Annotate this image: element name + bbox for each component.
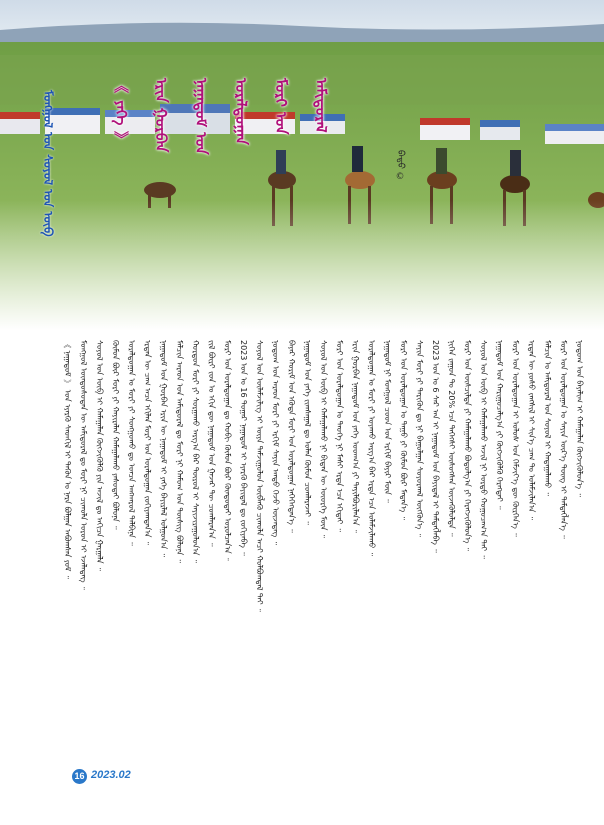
author-byline: ᠪᠠᠲᠤ © [395, 150, 405, 182]
title-line: ᠮᠣᠷᠢ ᠤᠨ [272, 78, 290, 135]
text-column: ᠮᠠᠯᠴᠢᠨ ᠤ ᠠᠮᠢᠳᠤᠷᠠᠯ ᠤᠨ ᠰᠣᠶᠣᠯ ᠢ ᠬᠠᠳᠠᠭᠠᠯᠠᠬᠤ ᠃ [543, 340, 552, 496]
section-label: ᠮᠣᠩᠭᠣᠯ ᠤᠨ ᠰᠣᠶᠣᠯ ᠤᠨ ᠥᠪ [41, 90, 55, 237]
text-column: ᠬᠦᠮᠦᠨ ᠪᠦᠷ ᠮᠣᠷᠢ ᠶᠢ ᠬᠠᠶᠢᠷᠠᠯᠠᠨ ᠬᠠᠮᠠᠭᠠᠯᠠᠬᠤ ᠶᠠᠰᠤᠲᠠᠢ ᠪᠣᠯᠤᠨᠠ ᠃ [111, 340, 120, 530]
article-body [60, 340, 600, 760]
text-column: 《 ᠨᠠᠭᠠᠳᠤᠮ 》 ᠤᠨ ᠡᠶᠡᠷᠭᠦ ᠰᠡᠳᠬᠢᠯ ᠢ ᠲᠡᠭᠦᠨ ᠤ ᠨᠡᠷᠡ ᠪᠣᠯᠭᠠᠨ ᠠᠪᠤᠭᠰᠠᠨ ᠶᠤᠮ ᠃ [63, 340, 72, 580]
text-column: ᠡᠷᠢᠨ ᠭᠤᠷᠪᠠᠨ ᠨᠠᠭᠠᠳᠤᠮ ᠤᠨ ᠶᠡᠬᠡ ᠤᠳᠬ᠎ᠠ ᠶᠢ ᠲᠠᠶᠢᠯᠪᠤᠷᠢᠯᠠᠨ᠎ᠠ ᠃ [351, 340, 360, 534]
text-column: ᠮᠣᠷᠢ ᠤᠨ ᠤᠷᠠᠯᠳᠤᠭᠠᠨ ᠤ ᠳᠠᠭᠤ ᠶᠢ ᠬᠦᠮᠦᠨ ᠪᠦᠷ ᠮᠡᠳᠡᠨ᠎ᠡ ᠃ [399, 340, 408, 521]
text-column: ᠮᠠᠯᠴᠢᠨ ᠠᠷᠠᠳ ᠤᠨ ᠠᠮᠢᠳᠤᠷᠠᠯ ᠳᠤ ᠮᠣᠷᠢ ᠨᠢ ᠬᠠᠮᠤᠭ ᠤᠨ ᠲᠦᠰᠢᠭ ᠪᠣᠯᠤᠨᠠ ᠃ [175, 340, 184, 563]
text-column: ᠰᠣᠶᠣᠯ ᠤᠨ ᠥᠪ ᠢ ᠬᠠᠮᠠᠭᠠᠯᠠᠬᠤ ᠨᠢ ᠪᠢᠳᠡᠨ ᠦ ᠦᠦᠷᠭᠡ ᠮᠥᠨ ᠃ [319, 340, 328, 539]
title-line: ᠤᠷᠠᠯᠳᠤᠭᠠᠨ [232, 78, 250, 145]
title-line: ᠡᠷᠢᠨ ᠭᠤᠷᠪᠠᠨ [152, 78, 170, 153]
text-column: ᠰᠠᠶᠢᠨ ᠮᠣᠷᠢ ᠶᠢ ᠲᠡᠷᠢᠭᠦᠨ ᠳᠤ ᠨᠢ ᠪᠠᠭᠤᠯᠭᠠᠨ ᠰᠣᠶᠣᠷᠬᠠᠯ ᠥᠭᠭᠦᠨ᠎ᠡ ᠃ [415, 340, 424, 538]
text-column: ᠮᠣᠷᠢ ᠤᠨ ᠤᠷᠠᠯᠳᠤᠭᠠᠨ ᠤ ᠰᠠᠶᠢᠨ ᠦᠷ᠎ᠡ ᠳᠦᠩ ᠢ ᠲᠡᠮᠳᠡᠭᠯᠡᠨ᠎ᠡ ᠃ [559, 340, 568, 539]
text-column: ᠨᠠᠭᠠᠳᠤᠮ ᠤᠨ ᠬᠠᠷᠢᠭᠤᠴᠠᠯᠭ᠎ᠠ ᠶᠢ ᠬᠥᠭᠵᠢᠭᠦᠯᠬᠦ ᠬᠡᠷᠡᠭᠲᠡᠢ ᠃ [495, 340, 504, 510]
text-column: ᠨᠢᠭᠡᠨ ᠵᠠᠭᠤᠨ ᠲᠤ 20% ᠡᠴᠡ ᠳᠡᠭᠡᠭᠰᠢ ᠥᠰᠦᠭᠰᠡᠨ ᠦᠵᠡᠭᠦᠯᠦᠯᠲᠡ ᠃ [447, 340, 456, 537]
text-column: ᠪᠠᠶᠠᠷ ᠬᠤᠷᠢᠮ ᠤᠨ ᠡᠭᠦᠳᠡ ᠮᠣᠷᠢ ᠤᠨ ᠤᠷᠠᠯᠳᠤᠭᠠᠨ ᠨᠡᠭᠡᠭᠡᠭᠳᠡᠨ᠎ᠡ ᠃ [287, 340, 296, 533]
text-column: ᠮᠣᠷᠢ ᠤᠨ ᠤᠷᠠᠯᠳᠤᠭᠠᠨ ᠤ ᠲᠡᠦᠬᠡ ᠨᠢ ᠮᠠᠰᠢ ᠡᠷᠲᠡ ᠡᠴᠡ ᠡᠬᠢᠲᠡᠢ ᠃ [335, 340, 344, 532]
text-column: ᠮᠣᠷᠢ ᠤᠨ ᠥᠰᠴᠢᠯᠲᠡ ᠶᠢ ᠬᠠᠮᠠᠭᠠᠯᠠᠬᠤ ᠪᠣᠳᠤᠯᠭ᠎ᠠ ᠶᠢ ᠬᠡᠷᠡᠭᠵᠢᠭᠦᠯᠦᠨ᠎ᠡ ᠃ [463, 340, 472, 552]
page-number: 16 [72, 769, 87, 784]
issue-date: 2023.02 [91, 769, 131, 781]
text-column: ᠤᠷᠠᠯᠳᠤᠭᠠᠨ ᠤ ᠮᠣᠷᠢ ᠶᠢ ᠤᠶᠠᠬᠤ ᠠᠷᠭ᠎ᠠ ᠪᠠᠷ ᠡᠷᠲᠡ ᠡᠴᠡ ᠤᠯᠠᠮᠵᠢᠯᠠᠬᠤ ᠃ [367, 340, 376, 557]
text-column: ᠰᠣᠶᠣᠯ ᠤᠨ ᠦᠯᠡᠮᠵᠢᠯᠢᠭ ᠢ ᠦᠶᠡ ᠳᠠᠮᠵᠢᠭᠤᠯᠤᠨ ᠥᠪᠯᠡᠬᠦ ᠴᠢᠬᠤᠯᠠ ᠠᠴᠢ ᠬᠣᠯᠪᠣᠭᠳᠠᠯ ᠲᠠᠢ ᠃ [255, 340, 264, 613]
text-column: ᠡᠷᠲᠡᠨ ᠦ ᠴᠠᠭ ᠠᠴᠠ ᠡᠬᠢᠯᠡᠨ ᠮᠣᠷᠢ ᠤᠨ ᠤᠷᠠᠯᠳᠤᠭᠠᠨ ᠵᠣᠬᠢᠶᠠᠭᠳᠠᠨ᠎ᠠ ᠃ [143, 340, 152, 546]
text-column: 2023 ᠣᠨ ᠤ 6 ᠰᠠᠷ ᠠᠨ ᠢ ᠨᠠᠭᠠᠳᠤᠮ ᠤᠨ ᠪᠠᠶᠢᠳᠠᠯ ᠢ ᠲᠡᠮᠳᠡᠭᠯᠡᠪᠡ ᠃ [431, 340, 440, 553]
text-column: 2023 ᠣᠨ ᠤ 16 ᠳᠤᠭᠠᠷ ᠨᠠᠭᠠᠳᠤᠮ ᠢ ᠡᠶᠡᠷᠭᠦ ᠪᠠᠶᠢᠳᠠᠯ ᠳᠤ ᠵᠣᠬᠢᠶᠠᠪᠠ ᠃ [239, 340, 248, 556]
text-column: ᠰᠣᠶᠣᠯ ᠤᠨ ᠥᠪ ᠢ ᠬᠠᠮᠠᠭᠠᠯᠠᠨ ᠬᠥᠭᠵᠢᠭᠦᠯᠬᠦ ᠶᠢᠨ ᠠᠵᠢᠯ ᠳᠤ ᠠᠬᠢᠴᠠ ᠭᠠᠷᠭᠠᠯᠠ ᠃ [95, 340, 104, 572]
text-column: ᠨᠤᠲᠤᠭ ᠤᠨ ᠠᠷᠠᠳ ᠮᠣᠷᠢ ᠶᠢ ᠡᠷᠬᠢᠮ ᠰᠠᠶᠢᠨ ᠠᠨᠳᠤ ᠭᠡᠵᠦ ᠦᠵᠡᠳᠡᠭ ᠃ [271, 340, 280, 546]
text-column: ᠮᠣᠩᠭᠣᠯ ᠦᠨᠳᠦᠰᠦᠲᠡᠨ ᠦ ᠠᠮᠢᠳᠤᠷᠠᠯ ᠳᠤ ᠮᠣᠷᠢ ᠨᠢ ᠴᠢᠬᠤᠯᠠ ᠣᠷᠣᠨ ᠢ ᠡᠵᠡᠯᠡᠳᠡᠭ ᠃ [79, 340, 88, 591]
text-column: ᠬᠤᠷᠳᠤᠨ ᠮᠣᠷᠢ ᠶᠢ ᠰᠤᠷᠭᠠᠬᠤ ᠠᠷᠭ᠎ᠠ ᠪᠠᠷ ᠲᠥᠷᠦᠯ ᠢ ᠰᠠᠶᠢᠵᠢᠷᠠᠭᠤᠯᠤᠨ᠎ᠠ ᠃ [191, 340, 200, 564]
text-column: ᠡᠷᠲᠡᠨ ᠦ ᠶᠣᠰᠤ ᠵᠠᠩᠰᠢᠯ ᠢ ᠰᠢᠨ᠎ᠡ ᠴᠠᠭ ᠲᠤ ᠤᠯᠠᠮᠵᠢᠯᠠᠨ᠎ᠠ ᠃ [527, 340, 536, 521]
title-line: 《 ᠶᠡᠬᠡ 》 [112, 78, 130, 147]
text-column: ᠤᠷᠠᠯᠳᠤᠭᠠᠨ ᠤ ᠮᠣᠷᠢ ᠶᠢ ᠰᠣᠩᠭᠣᠬᠤ ᠳᠤ ᠣᠨᠴᠠ ᠠᠩᠬᠠᠷᠤᠯ ᠲᠠᠯᠪᠢᠨᠠ ᠃ [127, 340, 136, 546]
text-column: ᠰᠣᠶᠣᠯ ᠤᠨ ᠥᠪ ᠢ ᠬᠠᠮᠠᠭᠠᠯᠠᠬᠤ ᠠᠵᠢᠯ ᠨᠢ ᠤᠷᠲᠤ ᠬᠤᠭᠤᠴᠠᠭ᠎ᠠ ᠲᠠᠢ ᠃ [479, 340, 488, 559]
title-line: ᠠᠮᠢᠳᠤᠷᠠᠯ [312, 78, 330, 133]
text-column: ᠨᠤᠲᠤᠭ ᠤᠨ ᠪᠠᠶᠠᠯᠢᠭ ᠢ ᠬᠠᠮᠠᠭᠠᠯᠠᠨ ᠬᠥᠭᠵᠢᠭᠦᠯᠦᠨ᠎ᠡ ᠃ [575, 340, 584, 497]
steppe-horse-race-photo-icon [0, 0, 604, 330]
article-title [108, 78, 338, 158]
text-column: ᠨᠠᠭᠠᠳᠤᠮ ᠤᠨ ᠭᠤᠷᠪᠠᠨ ᠡᠷᠢᠨ ᠦ ᠨᠠᠭᠠᠳᠤᠮ ᠢ ᠶᠡᠬᠡ ᠪᠠᠶᠢᠷᠯᠠᠯ ᠣᠯᠭᠣᠨ᠎ᠠ ᠃ [159, 340, 168, 557]
title-line: ᠨᠠᠭᠠᠳᠤᠮ ᠤᠨ [192, 78, 210, 155]
text-column: ᠮᠣᠷᠢ ᠤᠨ ᠤᠷᠠᠯᠳᠤᠭᠠᠨ ᠳᠤ ᠬᠤᠪᠢ ᠬᠥᠮᠦᠨ ᠪᠦᠷ ᠬᠦᠨᠳᠦᠲᠡᠢ ᠣᠷᠣᠯᠴᠠᠨ᠎ᠠ ᠃ [223, 340, 232, 562]
header-photo [0, 0, 604, 330]
text-column: ᠮᠣᠷᠢ ᠤᠨ ᠤᠷᠠᠯᠳᠤᠭᠠᠨ ᠢ ᠤᠯᠤᠰ ᠤᠨ ᠬᠡᠮᠵᠢᠶ᠎ᠡ ᠳᠦ ᠬᠦᠷᠭᠡᠨ᠎ᠡ ᠃ [511, 340, 520, 537]
text-column: ᠨᠠᠭᠠᠳᠤᠮ ᠤᠨ ᠶᠡᠬᠡ ᠵᠢᠭᠰᠠᠭᠠᠯ ᠳᠤ ᠣᠯᠠᠨ ᠬᠦᠮᠦᠨ ᠴᠤᠭᠯᠠᠷᠠᠵᠠᠢ ᠃ [303, 340, 312, 525]
text-column: ᠵᠢᠯ ᠪᠦᠷᠢ ᠵᠤᠨ ᠤ ᠡᠬᠢᠨ ᠳᠦ ᠨᠠᠭᠠᠳᠤᠮ ᠤᠨ ᠭᠠᠵᠠᠷ ᠲᠦ ᠴᠤᠭᠯᠠᠷᠠᠨ᠎ᠠ ᠃ [207, 340, 216, 547]
text-column: ᠨᠠᠭᠠᠳᠤᠮ ᠨᠢ ᠮᠣᠩᠭᠣᠯ ᠴᠤᠳ ᠤᠨ ᠡᠷᠬᠢᠮ ᠪᠠᠶᠢᠷ ᠮᠥᠨ ᠃ [383, 340, 392, 503]
